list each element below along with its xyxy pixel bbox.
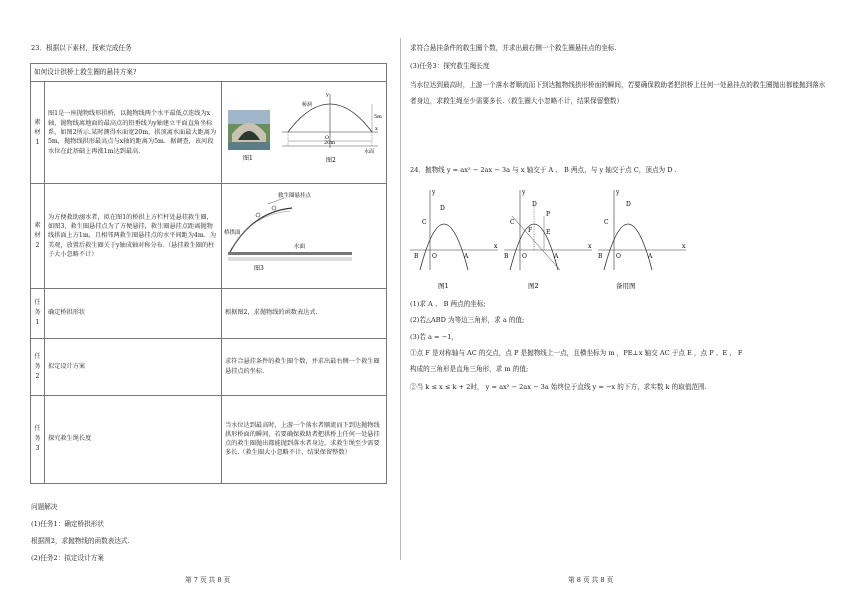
right-top-line-2: (3)任务3：探究救生绳长度 — [410, 62, 490, 70]
material-2-label: 素 材 2 — [31, 184, 45, 288]
svg-text:E: E — [546, 229, 551, 236]
svg-text:x: x — [682, 243, 686, 250]
svg-text:桥拱面: 桥拱面 — [224, 230, 241, 237]
svg-text:O: O — [432, 253, 437, 260]
svg-text:y: y — [326, 92, 329, 98]
fig1-caption: 图1 — [243, 155, 253, 162]
figure-1-and-2 — [222, 82, 386, 180]
task-2-label: 任 务 2 — [31, 338, 45, 395]
question-24-stem: 24．抛物线 y = ax² − 2ax − 3a 与 x 轴交于 A 、 B 两点，与 y 轴交于点 C，顶点为 D . — [410, 166, 677, 174]
svg-text:x: x — [375, 126, 378, 132]
svg-text:20m: 20m — [324, 140, 336, 146]
svg-text:P: P — [546, 211, 551, 218]
q24-graphs — [408, 186, 708, 294]
svg-text:C: C — [510, 219, 515, 226]
table-heading: 如何设计拱桥上救生圈的悬挂方案? — [31, 64, 387, 82]
graph-1-caption: 图1 — [438, 282, 449, 290]
svg-text:桥洞: 桥洞 — [302, 102, 313, 108]
page-divider — [400, 38, 401, 560]
svg-text:A: A — [648, 253, 653, 260]
solve-line-1: (1)任务1：确定桥拱形状 — [31, 520, 104, 528]
material-1-figures — [222, 82, 387, 184]
task-1-name: 确定桥拱形状 — [45, 288, 222, 338]
svg-text:y: y — [432, 189, 436, 196]
q24-part-1: (1)求 A 、 B 两点的坐标; — [410, 300, 486, 308]
task-3-paragraph: 当水位达到最高时，上游一个落水者顺流而下到达抛物线拱形桥面的瞬间，若要确保救助者把拱桥上任何一处悬挂点的救生圈抛出都能抛到落水者身边，求救生绳至少需要多长.（救生圈大小忽略不计，结果保留整数） — [410, 81, 826, 105]
q24-part-3: (3)若 a = −1， — [410, 333, 458, 341]
svg-text:O: O — [325, 135, 330, 141]
material-2-figure — [222, 184, 387, 288]
svg-text:x: x — [494, 243, 498, 250]
figure-2 — [282, 92, 382, 164]
svg-text:D: D — [532, 201, 537, 208]
svg-text:B: B — [414, 253, 419, 260]
svg-text:D: D — [626, 201, 631, 208]
task-1-label: 任 务 1 — [31, 288, 45, 338]
fig3-caption: 图3 — [254, 265, 264, 273]
graph-3 — [598, 189, 686, 290]
graph-2 — [504, 189, 592, 290]
svg-text:C: C — [422, 219, 427, 226]
task-3-label: 任 务 3 — [31, 395, 45, 483]
task-2-desc: 求符合悬挂条件的救生圈个数，并求出最右侧一个救生圈悬挂点的坐标. — [222, 338, 387, 395]
svg-text:O: O — [522, 253, 527, 260]
graph-2-caption: 图2 — [528, 282, 539, 290]
svg-text:B: B — [598, 253, 603, 260]
question-23-title: 23．根据以下素材，探索完成任务 — [31, 44, 132, 52]
q24-part-3b: ②当 k ≤ x ≤ k + 2时， y = ax² − 2ax − 3a 始终位于直线 y = −x 的下方，求实数 k 的取值范围. — [410, 383, 707, 391]
svg-text:5m: 5m — [374, 114, 382, 120]
svg-text:A: A — [554, 253, 559, 260]
q24-part-3a-cont: 构成的三角形是直角三角形，求 m 的值; — [410, 365, 529, 373]
svg-text:y: y — [522, 189, 526, 196]
graph-1 — [410, 189, 498, 290]
task-table — [30, 63, 387, 484]
footer-page-8: 第 8 页 共 8 页 — [568, 576, 614, 584]
svg-text:救生圈悬挂点: 救生圈悬挂点 — [278, 193, 312, 200]
task-3-name: 探究救生绳长度 — [45, 395, 222, 483]
svg-text:F: F — [528, 227, 533, 234]
svg-text:B: B — [504, 253, 509, 260]
svg-text:x: x — [588, 243, 592, 250]
svg-text:水面: 水面 — [364, 149, 375, 155]
svg-text:D: D — [440, 205, 445, 212]
task-2-name: 拟定设计方案 — [45, 338, 222, 395]
material-1-text: 图1是一座抛物线形拱桥，以抛物线两个水平最低点连线为x轴，抛物线离地面的最高点的铅垂线为y轴建立平面直角坐标系，如图2所示.某时测得水面宽20m，拱顶离水面最大距离为5m，抛物线拱形最高点与x轴的距离为5m．据调查，该河段水位在此基础上再涨1m达到最高. — [45, 82, 222, 184]
figure-3 — [222, 184, 386, 284]
svg-text:水面: 水面 — [294, 244, 306, 251]
solve-line-3: (2)任务2：拟定设计方案 — [31, 554, 104, 562]
task-1-desc: 根据图2，求抛物线的函数表达式. — [222, 288, 387, 338]
material-1-label: 素 材 1 — [31, 82, 45, 184]
svg-text:y: y — [616, 189, 620, 196]
solve-line-2: 根据图2，求抛物线的函数表达式. — [31, 537, 130, 545]
svg-text:O: O — [616, 253, 621, 260]
graph-3-caption: 备用图 — [616, 282, 636, 290]
fig2-caption: 图2 — [326, 157, 336, 164]
svg-text:A: A — [464, 253, 469, 260]
q24-part-2: (2)若△ABD 为等边三角形，求 a 的值; — [410, 316, 525, 324]
solve-title: 问题解决 — [31, 503, 58, 511]
task-3-desc: 当水位达到最高时，上游一个落水者顺流而下到达抛物线拱形桥面的瞬间，若要确保救助者把拱桥上任何一处悬挂点的救生圈抛出都能抛到落水者身边，求救生绳至少需要多长.（救生圈大小忽略不计，结果保留整数） — [222, 395, 387, 483]
material-2-text: 为方便救助溺水者，拟在图1的桥拱上方栏杆处悬挂救生圈，如图3，救生圈悬挂点为了方便悬挂，救生圈悬挂点距离抛物线拱面上方1m，且相邻两救生圈悬挂点的水平间距为4m．为美观，放置后救生圈关于y轴成轴对称分布.（悬挂救生圈的柱子大小忽略不计） — [45, 184, 222, 288]
q24-part-3a: ①点 F 是对称轴与 AC 的交点，点 P 是抛物线上一点，且横坐标为 m ，PE⊥x 轴交 AC 于点 E ，点 P 、E 、 F — [410, 349, 743, 357]
svg-text:C: C — [604, 219, 609, 226]
right-top-line-1: 求符合悬挂条件的救生圈个数，并求出最右侧一个救生圈悬挂点的坐标. — [410, 44, 617, 52]
footer-page-7: 第 7 页 共 8 页 — [185, 576, 231, 584]
